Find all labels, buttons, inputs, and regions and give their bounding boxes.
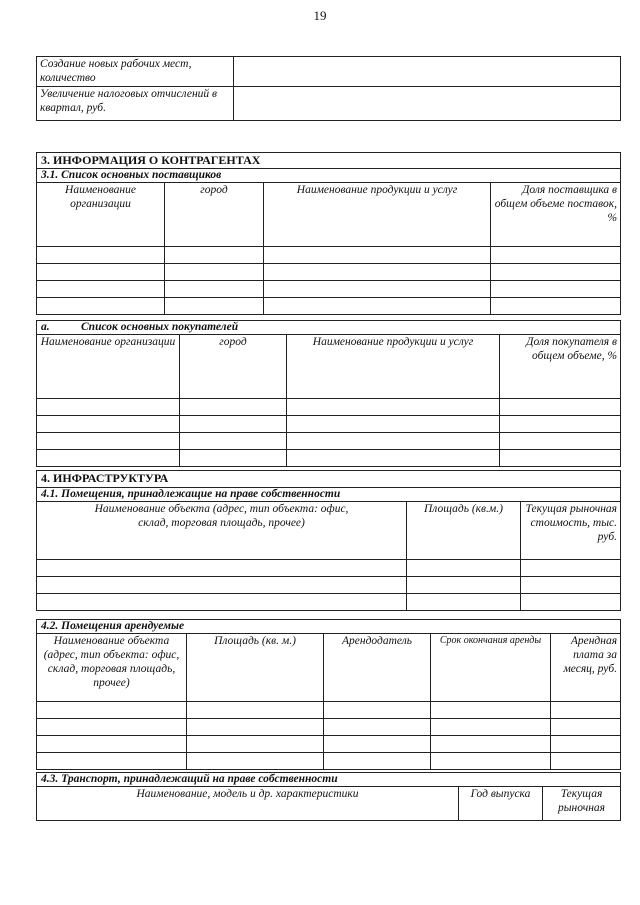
suppliers-title: 3.1. Список основных поставщиков [37, 169, 621, 183]
owned-col-object: Наименование объекта (адрес, тип объекта: офис, склад, торговая площадь, прочее) [37, 502, 407, 560]
kpi-tax-value[interactable] [234, 87, 621, 121]
buyers-col-org: Наименование организации [37, 335, 180, 399]
buyers-col-share: Доля покупателя в общем объеме, % [500, 335, 621, 399]
kpi-new-jobs-label: Создание новых рабочих мест, количество [37, 57, 234, 87]
rented-col-object: Наименование объекта (адрес, тип объекта: офис, склад, торговая площадь, прочее) [37, 634, 187, 702]
rented-title: 4.2. Помещения арендуемые [37, 620, 621, 634]
transport-col-year: Год выпуска [459, 787, 543, 821]
table-row [37, 298, 621, 315]
table-row [37, 264, 621, 281]
rented-col-rent: Арендная плата за месяц, руб. [551, 634, 621, 702]
owned-header-row [37, 502, 621, 560]
buyers-table [36, 320, 621, 467]
rented-header-row [37, 634, 621, 702]
suppliers-col-org: Наименование организации [37, 183, 165, 247]
owned-col-area: Площадь (кв.м.) [407, 502, 521, 560]
owned-col-value: Текущая рыночная стоимость, тыс. руб. [521, 502, 621, 560]
suppliers-col-share: Доля поставщика в общем объеме поставок, % [491, 183, 621, 247]
transport-table [36, 772, 621, 821]
table-row [37, 57, 621, 87]
owned-premises-table [36, 470, 621, 611]
buyers-header-row [37, 335, 621, 399]
table-row [37, 281, 621, 298]
table-row [37, 87, 621, 121]
table-row [37, 560, 621, 577]
transport-col-value: Текущая рыночная [543, 787, 621, 821]
rented-col-area: Площадь (кв. м.) [187, 634, 324, 702]
kpi-new-jobs-value[interactable] [234, 57, 621, 87]
transport-title: 4.3. Транспорт, принадлежащий на праве собственности [37, 773, 621, 787]
table-row [37, 719, 621, 736]
suppliers-table [36, 152, 621, 315]
table-row [37, 736, 621, 753]
page-number: 19 [313, 8, 327, 23]
suppliers-header-row [37, 183, 621, 247]
table-row [37, 753, 621, 770]
rented-col-landlord: Арендодатель [324, 634, 431, 702]
buyers-num: а. [41, 321, 50, 333]
table-row [37, 399, 621, 416]
kpi-table [36, 56, 621, 121]
buyers-title: Список основных покупателей [81, 321, 239, 333]
kpi-tax-label: Увеличение налоговых отчислений в квартал, руб. [37, 87, 234, 121]
buyers-col-city: город [180, 335, 287, 399]
suppliers-col-products: Наименование продукции и услуг [264, 183, 491, 247]
section4-title: 4. ИНФРАСТРУКТУРА [37, 471, 621, 488]
owned-title: 4.1. Помещения, принадлежащие на праве собственности [37, 488, 621, 502]
rented-premises-table [36, 619, 621, 770]
table-row [37, 594, 621, 611]
table-row [37, 702, 621, 719]
table-row [37, 450, 621, 467]
rented-col-term: Срок окончания аренды [431, 634, 551, 702]
suppliers-col-city: город [165, 183, 264, 247]
table-row [37, 433, 621, 450]
buyers-col-products: Наименование продукции и услуг [287, 335, 500, 399]
table-row [37, 577, 621, 594]
table-row [37, 416, 621, 433]
table-row [37, 247, 621, 264]
section3-title: 3. ИНФОРМАЦИЯ О КОНТРАГЕНТАХ [37, 153, 621, 169]
transport-col-name: Наименование, модель и др. характеристики [37, 787, 459, 821]
transport-header-row [37, 787, 621, 821]
